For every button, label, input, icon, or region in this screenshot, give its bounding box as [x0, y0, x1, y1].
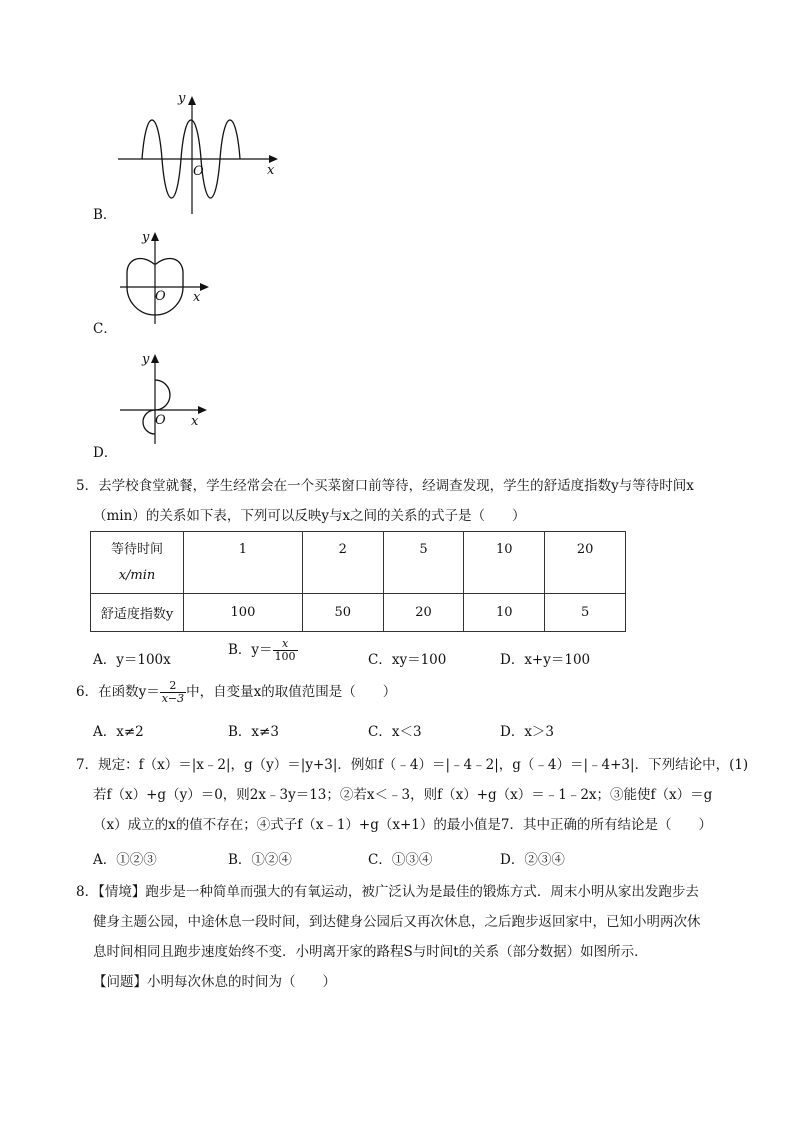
table-cell: 10 [464, 532, 545, 594]
table-row [91, 594, 626, 632]
q5-option-b-denominator: 100 [274, 650, 296, 663]
q6-fraction [160, 680, 186, 705]
q8-line-4: 【问题】小明每次休息的时间为（ ） [93, 974, 336, 990]
q7-line-2: 若f（x）+g（y）＝0，则2x﹣3y＝13；②若x＜﹣3，则f（x）+g（x）＝﹣1﹣2x；③能使f（x）＝g [93, 787, 713, 803]
q7-option-b[interactable]: B．①②④ [228, 852, 292, 868]
table-cell: 2 [302, 532, 383, 594]
q6-prefix: 6．在函数y＝ [76, 684, 160, 700]
q5-option-d[interactable]: D．x+y＝100 [500, 652, 591, 668]
q5-option-c[interactable]: C．xy＝100 [368, 652, 447, 668]
q7-option-d[interactable]: D．②③④ [500, 852, 565, 868]
graph-c-origin-label: O [155, 289, 166, 304]
table-header-comfort: 舒适度指数y [91, 594, 184, 632]
graph-b-origin-label: O [193, 164, 204, 179]
q5-option-b-numerator: x [273, 638, 298, 651]
graph-b-y-label: y [178, 92, 186, 106]
table-header-time-unit: x/min [118, 567, 156, 583]
q5-option-b-fraction [273, 638, 298, 663]
q7-line-3: （x）成立的x的值不存在；④式子f（x﹣1）+g（x+1）的最小值是7．其中正确的所有结论是（ ） [93, 817, 712, 833]
graph-b-x-label: x [267, 163, 275, 178]
q8-line-3: 息时间相同且跑步速度始终不变．小明离开家的路程S与时间t的关系（部分数据）如图所示． [93, 944, 648, 960]
option-c-label: C． [93, 321, 117, 337]
table-row [91, 532, 626, 594]
graph-d-y-label: y [142, 352, 150, 367]
table-cell: 20 [383, 594, 464, 632]
table-cell: 5 [545, 594, 626, 632]
q7-option-c[interactable]: C．①③④ [368, 852, 433, 868]
graph-option-c [115, 226, 215, 326]
q5-option-a[interactable]: A．y＝100x [93, 652, 171, 668]
graph-d-origin-label: O [155, 413, 166, 428]
graph-option-d [115, 348, 215, 448]
option-d-label: D． [93, 445, 118, 461]
graph-c-y-label: y [142, 230, 150, 245]
q8-line-1: 8．【情境】跑步是一种简单而强大的有氧运动，被广泛认为是最佳的锻炼方式．周末小明从家出发跑步去 [76, 884, 699, 900]
q7-line-1: 7．规定：f（x）＝|x﹣2|，g（y）＝|y+3|．例如f（﹣4）＝|﹣4﹣2|，g（﹣4）＝|﹣4+3|．下列结论中，(1) [76, 757, 749, 773]
option-b-label: B． [93, 207, 117, 223]
q6-option-c[interactable]: C．x＜3 [368, 724, 422, 740]
table-cell: 50 [302, 594, 383, 632]
q5-line-2: （min）的关系如下表，下列可以反映y与x之间的关系的式子是（ ） [93, 508, 526, 524]
q5-option-b-prefix: B．y＝ [228, 642, 273, 658]
q5-option-b[interactable] [228, 638, 298, 663]
graph-d-x-label: x [191, 414, 199, 429]
q8-line-2: 健身主题公园，中途休息一段时间，到达健身公园后又再次休息，之后跑步返回家中，已知小明两次休 [93, 914, 701, 930]
q6-denominator: x−3 [161, 692, 185, 705]
table-cell: 5 [383, 532, 464, 594]
table-header-time: 等待时间 [110, 541, 163, 557]
table-cell: 1 [184, 532, 303, 594]
table-cell: 10 [464, 594, 545, 632]
q6-suffix: 中，自变量x的取值范围是（ ） [186, 684, 397, 700]
q5-line-1: 5．去学校食堂就餐，学生经常会在一个买菜窗口前等待，经调查发现，学生的舒适度指数y与等待时间x [76, 478, 694, 494]
q5-data-table [90, 531, 626, 632]
q7-option-a[interactable]: A．①②③ [93, 852, 157, 868]
table-cell: 100 [184, 594, 303, 632]
graph-option-b [115, 92, 285, 217]
graph-c-x-label: x [193, 290, 201, 305]
table-header-cell [91, 532, 184, 594]
q6-option-b[interactable]: B．x≠3 [228, 724, 279, 740]
q6-numerator: 2 [160, 680, 186, 693]
q6-stem [76, 680, 396, 705]
q6-option-a[interactable]: A．x≠2 [93, 724, 144, 740]
table-cell: 20 [545, 532, 626, 594]
q6-option-d[interactable]: D．x＞3 [500, 724, 555, 740]
